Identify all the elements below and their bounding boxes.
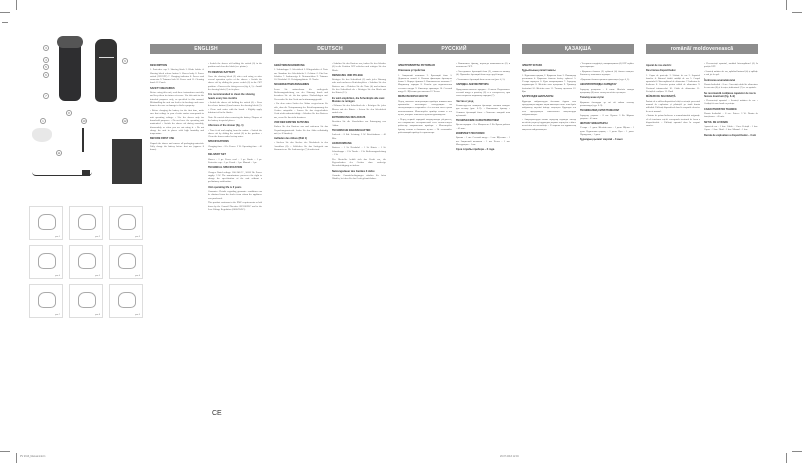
paragraph: • Scoateți unitatea de ras, apăsând butonul (4) și spălați-o sub jet de apă.: [704, 70, 758, 77]
paragraph: Зарядтау ұзақтығы – 8 сағат. Желілік сымды қосқышқа (8) және электр желісіне қосыңыз.: [580, 87, 634, 95]
section-heading: TO REMOVE BATTERY: [208, 70, 236, 74]
section-heading: Se recomandă curățarea capetelor de ras la fiecare două luni (fig. 6–9): [704, 91, 756, 98]
part-number-callout: 6: [43, 72, 49, 78]
paragraph: Beachten Sie die Vorschriften zur Entsorgung von Akkus.: [332, 120, 386, 127]
section-heading: DESCRIPTION: [150, 64, 168, 67]
figure-label: рис.6: [135, 275, 140, 277]
paragraph: 1. Schutzkappe 2. Scherblock 3. Klingenhalter 4. Taste zur Abnahme des Scherblocks 5. Gehäuse 6. Ein/Aus-Schalter 7. Ladeanzeige 8. Netzanschluss 9. Trimmer 10. Netzkabel 11. Reinigungsbürste 12. Tasche: [274, 68, 328, 82]
paragraph: Reinigen Sie den Scherblock (2) nach jeder Nutzung oder nach mehreren Betriebszyklen: • Schalten Sie den Rasierer aus. • Drücken Sie die Taste (4) und nehmen Sie den Scherblock ab. • Reinigen Sie den Block mit der Bürste (11).: [332, 78, 386, 95]
paragraph: Rasierer – 1 St. Netzkabel – 1 St. Bürste – 1 St. Schutzkappe – 1 St. Tasche – 1 St. Bedienungsanleitung – 1 St.: [332, 146, 386, 156]
shaver-sketch-icon: [118, 253, 136, 269]
section-heading: TECHNICAL SPECIFICATION: [208, 166, 243, 170]
paragraph: • Deconectați aparatul. • Scoateți unitatea de ras. • Curățați fiecare lamă cu periuța.: [704, 99, 758, 106]
figure-label: рис.5: [95, 275, 100, 277]
pouch-image: [112, 139, 142, 184]
section-heading: Описание устройства: [398, 69, 425, 73]
section-heading: SETUL DE LIVRARE: [704, 120, 728, 124]
crop-mark: [792, 451, 802, 452]
part-number-callout: 1: [40, 118, 46, 124]
paragraph: 1. Protective cap 2. Shaving block 3. Blade holder 4. Shaving block release button 5. Shaver body 6. Power switch (ON/OFF) 7. Charging indicator 8. Power cord connector 9. Trimmer lock 10. Power cord 11. Cleaning brush 12. Pouch: [150, 68, 204, 85]
footer-filename: PV 2313_Manual.indd 1: [20, 455, 46, 458]
paragraph: • Аккумуляторды алғаш зарядтар алдында электр желісінің кернеуі құралдың жұмыс кернеуіне сәйкес келетініне көз жеткізіңіз. • Ұстараны тек тұрмыстық мақсатта пайдаланыңыз.: [522, 117, 576, 131]
paragraph: Ұстара – 1 дана. Желілік сым – 1 дана. Щетка – 1 дана. Қорғаныш қақпақ – 1 дана. Қап – 1 дана. Нұсқаулық – 1 дана.: [580, 126, 634, 137]
paragraph: Қыратын бастарды әр екі ай сайын тазалау ұсынылады (сур. 6–9).: [580, 100, 634, 107]
paragraph: • Deconectați aparatul, mutând întrerupătorul (6) în poziția OFF.: [704, 62, 758, 69]
figure-label: рис.3: [135, 236, 140, 238]
paragraph: Ladezeit – 8 Std. Leistung: 3 W. Betriebsdauer – 45 Min.: [332, 133, 386, 140]
paragraph: • Қыратын блокты орнына орнатыңыз (сур. 4, 5).: [580, 78, 630, 82]
paragraph: Packen Sie den Rasierer aus und entfernen Sie das Verpackungsmaterial. Laden Sie den Akku vollständig auf (ca. 8 Stunden).: [274, 125, 328, 135]
text-column: [208, 62, 262, 213]
shaver-back-image: [95, 39, 117, 102]
paragraph: • Выключите бритву, переведя выключатель (6) в положение OFF.: [456, 62, 510, 69]
part-number-callout: 11: [57, 151, 61, 155]
section-heading: BEFORE FIRST USE: [150, 137, 175, 141]
part-number-callout: 4: [43, 57, 49, 63]
language-header: РУССКИЙ: [398, 44, 510, 54]
ce-mark-icon: CE: [212, 410, 222, 417]
paragraph: Der Hersteller behält sich das Recht vor, die Eigenschaften des Gerätes ohne vorherige Benachrichtigung zu ändern.: [332, 157, 386, 168]
section-heading: Құрылғының сипаттамасы: [522, 69, 556, 73]
footer-date: 26.07.2013 12:04: [500, 455, 519, 458]
paragraph: 1. Защитный колпачок 2. Бреющий блок 3. Держатель ножей 4. Кнопка фиксации бреющего блока 5. Корпус бритвы 6. Выключатель питания 7. Индикатор зарядки 8. Разъём для подключения сетевого шнура 9. Фиксатор триммера 10. Сетевой шнур 11. Щёточка для очистки 12. Чехол: [398, 73, 452, 94]
part-number-callout: 9: [122, 58, 128, 64]
shaver-sketch-icon: [78, 253, 96, 269]
text-column: [398, 62, 452, 136]
section-heading: DELIVERY SET: [208, 153, 226, 157]
section-heading: АККУМУЛЯТОРДЫ ЗАРЯДТАУ: [580, 83, 617, 87]
paragraph: Продолжительность зарядки – 8 часов. Подключите сетевой шнур к разъёму (8) и к электросети, при этом загорится индикатор зарядки (7).: [456, 87, 510, 98]
section-heading: REINIGUNG UND PFLEGE: [332, 73, 363, 77]
paragraph: • Ұстараны сөндіріңіз, ажыратқышты (6) OFF күйіне ауыстырыңыз.: [580, 62, 634, 69]
figure-label: рис.7: [55, 314, 60, 316]
paragraph: • Отсоедините бреющий блок (2), нажав на кнопку (4). Промойте бреющий блок под струёй воды.: [456, 70, 510, 77]
figure-panel: [69, 284, 103, 318]
text-column: [580, 62, 634, 143]
paragraph: Once the shaving block (2) after each using or after several operation cycles of the shaver: • Switch the shaver off by sliding the power switch (6) to the OFF position. • Unscrew the fixing screws (fig. 4, 5). • Install the shaving block (2) to its place.: [208, 74, 262, 92]
section-heading: It is recommended to clean the shaving heads every two months: [208, 93, 255, 100]
section-heading: MĂSURI DE SIGURANȚĂ: [646, 95, 676, 99]
section-heading: Durata de exploatare a dispozitivului – 3 ani: [704, 133, 756, 137]
part-number-callout: 3: [43, 45, 49, 51]
section-heading: Срок службы прибора – 3 года: [456, 148, 495, 152]
section-heading: ENTSORGUNG DES AKKUS: [332, 116, 366, 120]
figure-panel: [109, 206, 143, 240]
language-header: DEUTSCH: [274, 44, 386, 54]
charger-plug-image: [82, 170, 90, 176]
shaver-sketch-icon: [38, 214, 56, 230]
section-heading: SPECIFICATIONS: [208, 140, 229, 144]
figure-panel: [29, 284, 63, 318]
crop-mark: [786, 0, 787, 10]
shaver-sketch-icon: [78, 292, 96, 308]
crop-mark: [786, 453, 787, 463]
figure-label: рис.2: [95, 236, 100, 238]
part-number-callout: 7: [43, 93, 49, 99]
figure-panel: [69, 245, 103, 279]
paragraph: This product conforms to the EMC requirements as laid down by the Council Directive 89/336/EEC and to the Low Voltage Regulation (2006/95/EC).: [208, 201, 262, 211]
shaver-sketch-icon: [118, 292, 136, 308]
section-heading: ЗАРЯДКА АККУМУЛЯТОРА: [456, 83, 489, 87]
text-column: [522, 62, 576, 132]
section-heading: LIEFERUMFANG: [332, 141, 352, 145]
paragraph: • Қыратын блокты (2) түймені (4) басып алыңыз. Блокты су ағынымен жуыңыз.: [580, 70, 634, 77]
trimmer-slot: [99, 57, 114, 58]
shaver-heads: [57, 36, 83, 48]
figure-panel: [29, 245, 63, 279]
shaver-sketch-icon: [78, 214, 96, 230]
paragraph: 1. Қорғаныш қақпақ 2. Қыратын блок 3. Пышақтар ұстағышы 4. Қыратын блокты бекіту түймесі 5. Ұстара корпусы 6. Қуат ажыратқышы 7. Зарядтау индикаторы 8. Желілік сым қосқышы 9. Триммер бекіткіші 10. Желілік сым 11. Тазалау щеткасы 12. Қап: [522, 73, 576, 94]
paragraph: Durata încărcării – 8 ore. Conectați cablul de alimentare la conector (8) și la rețea; indicatorul (7) se va aprinde.: [704, 82, 758, 90]
paragraph: • Vor dem ersten Laden des Akkus vergewissern Sie sich, dass die Netzspannung der Betriebsspannung des Gerätes entspricht. • Lassen Sie das eingeschaltete Gerät nicht unbeaufsichtigt. • Schalten Sie den Rasierer aus, wenn Sie ihn nicht benutzen.: [274, 102, 328, 119]
section-heading: Încărcarea acumulatorului: [704, 78, 736, 82]
section-heading: Nutzungsdauer des Gerätes 3 Jahre: [332, 169, 375, 173]
section-heading: ЖЕТКІЗУ ЖИЫНТЫҒЫ: [580, 122, 608, 126]
part-number-callout: 10: [82, 119, 86, 123]
section-heading: Descrierea dispozitivului: [646, 69, 676, 73]
part-number-callout: 8: [66, 110, 72, 116]
section-heading: КОМПЛЕКТ ПОСТАВКИ: [456, 132, 485, 136]
section-heading: VOR DER ERSTEN NUTZUNG: [274, 120, 310, 124]
text-column: [150, 62, 204, 153]
section-heading: GERÄTEBESCHREIBUNG: [274, 64, 305, 67]
text-column: [332, 62, 386, 182]
text-column: [704, 62, 758, 138]
paragraph: • Nehmen Sie den Scherblock ab. • Reinigen Sie jedes Messer mit der Bürste. • Setzen Sie den Scherblock zurück ein.: [332, 104, 386, 114]
paragraph: • Switch the shaver off holding the switch (6) in the position and clean the block (see picture).: [208, 62, 262, 69]
paragraph: Note: Be careful when removing the battery. Dispose of the battery in special places.: [208, 115, 262, 122]
paragraph: Shaver – 1 pc. Power cord – 1 pc. Brush – 1 pc. Protective cap – 1 pc. Pouch – 1 pc. Manual – 1 pc.: [208, 157, 262, 164]
shaver-sketch-icon: [118, 214, 136, 230]
paragraph: • Stecken Sie den Stecker des Netzkabels in den Anschluss (8). • Schließen Sie das Ladegerät ans Stromnetz an. Die Ladeanzeige (7) leuchtet auf.: [274, 141, 328, 152]
section-heading: Unit operating life is 3 years: [208, 185, 242, 189]
section-heading: ТЕХНИКАЛЫҚ СИПАТТАМАЛАР: [580, 109, 620, 113]
language-header: ҚАЗАҚША: [522, 44, 634, 54]
paragraph: Charging time – 8 h. Power: 3 W. Operating time – 45 min.: [208, 144, 262, 152]
paragraph: 1. Capac de protecție 2. Unitate de ras 3. Suportul lamelor 4. Butonul fixării unității de ras 5. Corpul aparatului 6. Întrerupătorul de alimentare 7. Indicator de încărcare 8. Conector pentru cablul de alimentare 9. Fixatorul trimmerului 10. Cablu de alimentare 11. Periuță de curățare 12. Husă: [646, 73, 700, 94]
shaver-sketch-icon: [38, 253, 56, 269]
figure-panel: [109, 245, 143, 279]
protective-cap-image: [32, 128, 52, 142]
paragraph: Guarantee. Details regarding guarantee conditions can be obtained from the dealer from whom the appliance was purchased.: [208, 190, 262, 200]
figure-label: рис.4: [55, 275, 60, 277]
figure-panel: [29, 206, 63, 240]
figure-panel: [69, 206, 103, 240]
section-heading: ЭЛЕКТРОБРИТВА РОТОРНАЯ: [398, 64, 435, 67]
section-heading: Чистка и уход: [456, 99, 474, 103]
paragraph: Durata încărcării – 8 ore. Putere: 3 W. Durata de funcționare – 45 min.: [704, 112, 758, 119]
language-header: română/ moldovenească: [646, 44, 758, 54]
section-heading: Aufladen des Akkus (Bild 1): [274, 137, 307, 141]
paragraph: Зарядтау уақыты – 8 сағ. Қуаты: 3 Вт. Жұмыс уақыты – 45 мин.: [580, 113, 634, 120]
figure-label: рис.1: [55, 236, 60, 238]
section-heading: SAFETY MEASURES: [150, 86, 175, 90]
crop-mark: [792, 12, 802, 13]
paragraph: • Switch the shaver off holding the switch (6). • Press the release button (4) and remove the shaving block (2). • Clean each cutter with the brush. • Slightly apply lubricant oil to the blades.: [208, 100, 262, 114]
paragraph: Құралды пайдалануды бастамас бұрын осы нұсқаулықты мұқият оқып шығыңыз және оны бүкіл пайдалану мерзімі ішінде сақтаңыз. Құралды тек осы нұсқаулықта сипатталған мақсаттарда пайдаланыңыз.: [522, 99, 576, 116]
language-header: ENGLISH: [150, 44, 262, 54]
figure-label: рис.8: [95, 314, 100, 316]
paragraph: • Înainte de prima încărcare a acumulatorului asigurați-vă că tensiunea rețelei corespunde tensiunii de lucru a dispozitivului. • Utilizați aparatul doar în scopuri casnice.: [646, 114, 700, 128]
paragraph: Бритва – 1 шт. Сетевой шнур – 1 шт. Щёточка – 1 шт. Защитный колпачок – 1 шт. Чехол – 1 шт. Инструкция – 1 шт.: [456, 136, 510, 146]
section-heading: ҚАУІПСІЗДІК ШАРАЛАРЫ: [522, 95, 554, 99]
section-heading: Es wird empfohlen, die Scherköpfe alle zwei Monate zu reinigen: [332, 96, 385, 103]
section-heading: ЭЛЕКТР ҰСТАРА: [522, 64, 543, 67]
text-column: [456, 62, 510, 153]
paragraph: Înainte de a utiliza dispozitivul citiți cu atenție prezentul manual de exploatare și păstrați-l pe toată durata utilizării. Utilizați dispozitivul doar în scopurile descrise în acest manual.: [646, 99, 700, 113]
product-illustration: [0, 0, 150, 463]
paragraph: Unpack the shaver and remove all packaging materials. Fully charge the battery before first use (approx. 8 hours).: [150, 141, 204, 152]
section-heading: Aftercare of the shaver (fig. 1): [208, 124, 244, 128]
section-heading: CARACTERISTICI TEHNICE: [704, 107, 737, 111]
section-heading: Тазалау және күтім: [580, 96, 604, 100]
paragraph: Before using this unit, read these instructions carefully and keep them for future reference. Use this unit for the intended purposes only, as specified in this manual. Mishandling the unit can lead to its breakage and cause harm to the user or damage to his/her property.: [150, 91, 204, 108]
paragraph: • Schalten Sie den Rasierer aus, indem Sie den Schalter (6) in die Position OFF schieben und reinigen Sie den Block.: [332, 62, 386, 72]
paragraph: • Turn it off and unplug from the mains. • Switch the shaver off by sliding the switch (6) to the position. • Clean the shaver under hot tap water.: [208, 128, 262, 139]
paragraph: Charger: Rated voltage: 100–240 V~, 50/60 Hz. Power supply: 3 W. The manufacturer preserves the right to change the specification of the unit without a preliminary notification.: [208, 170, 262, 184]
paragraph: Время зарядки – 8 ч. Мощность: 3 Вт. Время работы – 45 мин.: [456, 123, 510, 130]
section-heading: TECHNISCHE EIGENSCHAFTEN: [332, 129, 371, 133]
shaver-sketch-icon: [38, 292, 56, 308]
section-heading: SICHERHEITSMASSNAHMEN: [274, 83, 310, 87]
brush-image: [82, 128, 84, 152]
paragraph: Garantie. Garantiebedingungen erhalten Sie beim Händler, bei dem Sie das Gerät gekauft haben.: [332, 173, 386, 181]
paragraph: • Before charging the battery for the first time, make sure that voltage in your electric mains corresponds to unit operating voltage. • Use the shaver only for household purposes. • Do not leave the operating unit unattended. • Switch the shaver off during assembly, disassembly or when you are not using it. • Do not charge the unit in places with high humidity and temperature.: [150, 109, 204, 136]
section-heading: Aparat de ras electric: [646, 64, 672, 67]
paragraph: • Перед первой зарядкой аккумулятора убедитесь, что напряжение электрической сети соответствует рабочему напряжению прибора. • Используйте бритву только в бытовых целях. • Не оставляйте работающий прибор без присмотра.: [398, 117, 452, 134]
figure-label: рис.9: [135, 314, 140, 316]
figure-panel: [109, 284, 143, 318]
text-column: [646, 62, 700, 129]
paragraph: Lesen Sie aufmerksam die vorliegende Bedienungsanleitung vor der Nutzung durch und bewahren Sie sie für das spätere Nachschlagen auf. Verwenden Sie das Gerät nur bestimmungsgemäß.: [274, 87, 328, 101]
part-number-callout: 5: [43, 64, 49, 70]
section-heading: ТЕХНИЧЕСКИЕ ХАРАКТЕРИСТИКИ: [456, 119, 499, 123]
text-column: [274, 62, 328, 153]
paragraph: Рекомендуется очищать бреющие головки каждые два месяца (рис. 6–9). • Выключите бритву. • Снимите бреющий блок. • Очистите каждый нож щёточкой.: [456, 103, 510, 117]
section-heading: Құралдың қызмет мерзімі – 3 жыл: [580, 138, 623, 142]
part-number-callout: 12: [123, 119, 127, 123]
paragraph: • Установите бреющий блок на место (рис. 4, 5).: [456, 78, 506, 82]
paragraph: Aparat de ras – 1 buc. Cablu – 1 buc. Periuță – 1 buc. Capac – 1 buc. Husă – 1 buc. Manual – 1 buc.: [704, 124, 758, 132]
section-heading: МЕРЫ БЕЗОПАСНОСТИ: [398, 95, 428, 99]
paragraph: Перед началом эксплуатации прибора внимательно прочитайте настоящую инструкцию по эксплуатации и сохраняйте её в течение всего срока использования. Используйте прибор только в тех целях, которые описаны в данном руководстве.: [398, 99, 452, 116]
